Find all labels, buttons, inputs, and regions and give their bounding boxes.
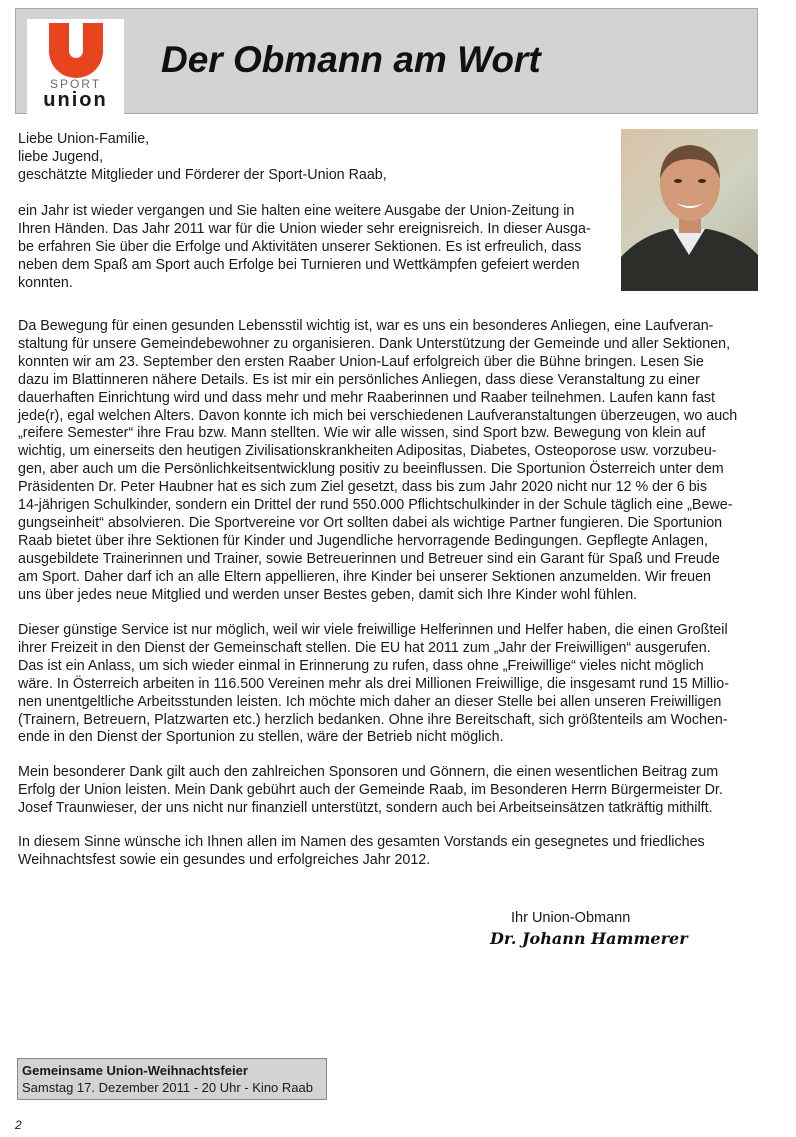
handwritten-signature: Dr. Johann Hammerer <box>490 929 688 948</box>
text-line: Das ist ein Anlass, um sich wieder einmal in Erinnerung zu rufen, dass ohne „Freiwillige“ vieles nicht möglich <box>18 657 704 674</box>
intro-paragraph <box>18 203 614 293</box>
paragraph-closing <box>18 834 705 870</box>
text-line: „reifere Semester“ ihre Frau bzw. Mann stellten. Wie wir alle wissen, sind Sport bzw. Bewegung von klein auf <box>18 425 706 442</box>
text-line: gen, aber auch um die Persönlichkeitsentwicklung positiv zu beeinflussen. Die Sportunion Österreich unter dem <box>18 461 724 478</box>
text-line: Josef Traunwieser, der uns nicht nur finanziell unterstützt, sondern auch bei Arbeitseinsätzen tatkräftig mithilft. <box>18 799 713 816</box>
text-line: 14-jährigen Schulkinder, sondern ein Drittel der rund 550.000 Pflichtschulkinder in der Schule täglich eine „Bewe- <box>18 497 733 514</box>
text-line: wichtig, um einerseits den heutigen Zivilisationskrankheiten Adipositas, Diabetes, Osteoporose usw. vorzubeu- <box>18 443 717 460</box>
greeting-line: geschätzte Mitglieder und Förderer der Sport-Union Raab, <box>18 166 387 183</box>
text-line: Ihren Händen. Das Jahr 2011 war für die Union wieder sehr ereignisreich. In dieser Ausga- <box>18 220 591 237</box>
text-line: neben dem Spaß am Sport auch Erfolge bei Turnieren und Wettkämpfen gefeiert werden <box>18 256 580 273</box>
text-line: Mein besonderer Dank gilt auch den zahlreichen Sponsoren und Gönnern, die einen wesentlichen Beitrag zum <box>18 764 719 780</box>
paragraph-sponsors <box>18 764 723 818</box>
text-line: jede(r), egal welchen Alters. Davon konnte ich mich bei verschiedenen Laufveranstaltungen überzeugen, wo auch <box>18 407 738 424</box>
greeting-line: liebe Jugend, <box>18 148 104 165</box>
text-line: dazu im Blattinneren nähere Details. Es ist mir ein persönliches Anliegen, dass diese Veranstaltung zu einer <box>18 371 700 388</box>
text-line: konnten. <box>18 274 73 291</box>
paragraph-running-event <box>18 318 737 605</box>
text-line: In diesem Sinne wünsche ich Ihnen allen im Namen des gesamten Vorstands ein gesegnetes und friedliches <box>18 834 705 850</box>
portrait-photo <box>621 129 758 291</box>
text-line: ein Jahr ist wieder vergangen und Sie halten eine weitere Ausgabe der Union-Zeitung in <box>18 203 575 219</box>
header-banner <box>15 8 758 114</box>
text-line: ausgebildete Trainerinnen und Trainer, sowie Betreuerinnen und Betreuer sind ein Garant für Spaß und Freude <box>18 550 720 567</box>
text-line: uns über jedes neue Mitglied und werden unser Bestes geben, damit sich Ihre Kinder wohl fühlen. <box>18 586 638 603</box>
text-line: nen unentgeltliche Arbeitsstunden leisten. Ich möchte mich daher an dieser Stelle bei allen unseren Freiwilligen <box>18 693 722 710</box>
text-line: ihrer Freizeit in den Dienst der Gemeinschaft stellen. Die EU hat 2011 zum „Jahr der Freiwilligen“ ausgerufen. <box>18 639 711 656</box>
union-u-logo-icon <box>45 21 107 79</box>
text-line: Da Bewegung für einen gesunden Lebensstil wichtig ist, war es uns ein besonderes Anliegen, eine Laufveran- <box>18 318 714 334</box>
text-line: Raab bietet über ihre Sektionen für Kinder und Jugendliche hervorragende Bedingungen. Gepflegte Anlagen, <box>18 532 708 549</box>
text-line: dauerhaften Einrichtung wird und dass mehr und mehr Raaberinnen und Raaber teilnehmen. Laufen kann fast <box>18 389 716 406</box>
text-line: konnten wir am 23. September den ersten Raaber Union-Lauf erfolgreich über die Bühne bringen. Lesen Sie <box>18 353 704 370</box>
text-line: Erfolg der Union leisten. Mein Dank gebührt auch der Gemeinde Raab, im Besonderen Herrn Bürgermeister Dr. <box>18 781 723 798</box>
greeting <box>18 131 387 185</box>
text-line: gungseinheit“ absolvieren. Die Sportvereine vor Ort sollten dabei als wichtige Partner fungieren. Die Sportunion <box>18 514 723 531</box>
page-title: Der Obmann am Wort <box>161 39 541 80</box>
event-title: Gemeinsame Union-Weihnachtsfeier <box>22 1063 248 1078</box>
signature-label: Ihr Union-Obmann <box>511 910 631 926</box>
event-details: Samstag 17. Dezember 2011 - 20 Uhr - Kino Raab <box>22 1079 313 1095</box>
paragraph-volunteers <box>18 622 729 747</box>
text-line: be erfahren Sie über die Erfolge und Aktivitäten unserer Sektionen. Es ist erfreulich, dass <box>18 238 582 255</box>
text-line: wäre. In Österreich arbeiten in 116.500 Vereinen mehr als drei Millionen Freiwillige, die insgesamt rund 15 Millio- <box>18 675 729 692</box>
text-line: staltung für unsere Gemeindebewohner zu organisieren. Dank Unterstützung der Gemeinde und aller Sektionen, <box>18 335 731 352</box>
sport-union-logo <box>27 19 124 115</box>
text-line: am Sport. Daher darf ich an alle Eltern appellieren, ihre Kinder bei unserer Sektionen anzumelden. Wir freuen <box>18 568 711 585</box>
greeting-line: Liebe Union-Familie, <box>18 131 150 147</box>
event-box <box>17 1058 327 1100</box>
logo-text-union: union <box>43 89 108 111</box>
text-line: Präsidenten Dr. Peter Haubner hat es sich zum Ziel gesetzt, dass bis zum Jahr 2020 nicht nur 12 % der 6 bis <box>18 479 707 496</box>
text-line: (Trainern, Betreuern, Platzwarten etc.) herzlich bedanken. Ohne ihre Bereitschaft, sich größtenteils am Wochen- <box>18 711 728 728</box>
page-number: 2 <box>15 1118 22 1132</box>
logo-text-sport: SPORT <box>49 77 102 91</box>
text-line: Weihnachtsfest sowie ein gesundes und erfolgreiches Jahr 2012. <box>18 851 431 868</box>
text-line: ende in den Dienst der Sportunion zu stellen, wäre der Betrieb nicht möglich. <box>18 729 504 746</box>
text-line: Dieser günstige Service ist nur möglich, weil wir viele freiwillige Helferinnen und Helfer haben, die einen Großteil <box>18 622 728 638</box>
